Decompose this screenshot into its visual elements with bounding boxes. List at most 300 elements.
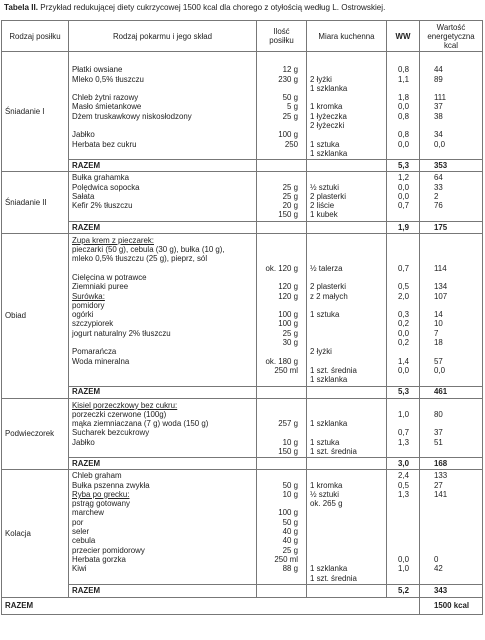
ww-line: 0,7 — [398, 201, 409, 211]
ww-line: 1,1 — [398, 74, 409, 84]
kcal-line: 7 — [434, 328, 439, 338]
kcal-line — [434, 84, 479, 93]
measure-line: ½ sztuki — [310, 489, 339, 499]
dish-line: Herbata bez cukru — [72, 139, 137, 149]
kcal-line — [434, 273, 479, 282]
dish-cell — [69, 470, 257, 585]
qty-line: 10 g — [282, 489, 298, 499]
qty-line — [260, 84, 298, 93]
subtotal-qty — [257, 458, 307, 470]
kcal-line: 111 — [434, 93, 446, 103]
measure-line — [310, 357, 383, 366]
measure-line — [310, 319, 383, 328]
kcal-line: 33 — [434, 182, 443, 192]
ww-line: 0,0 — [398, 182, 409, 192]
ww-line: 0,3 — [398, 310, 409, 320]
dish-line: Mleko 0,5% tłuszczu — [72, 74, 144, 84]
measure-line: 1 szklanka — [310, 564, 348, 574]
kcal-cell — [420, 172, 483, 221]
qty-line — [260, 236, 298, 245]
ww-line: 1,0 — [398, 409, 409, 419]
kcal-line — [434, 56, 479, 65]
ww-line — [390, 508, 409, 517]
measure-line — [310, 527, 383, 536]
qty-line: 250 — [284, 139, 298, 149]
ww-line — [390, 536, 409, 545]
measure-line: 1 szklanka — [310, 419, 348, 429]
kcal-line: 0 — [434, 554, 439, 564]
qty-line: 250 ml — [274, 365, 298, 375]
dish-line: Ziemniaki puree — [72, 282, 129, 292]
measure-line: 2 łyżeczki — [310, 121, 345, 131]
dish-line: Herbata gorzka — [72, 554, 126, 564]
qty-line: 100 g — [278, 310, 298, 320]
qty-line: 25 g — [282, 191, 298, 201]
ww-line — [390, 301, 409, 310]
qty-line — [260, 254, 298, 263]
qty-line: 100 g — [278, 319, 298, 329]
measure-line: ok. 265 g — [310, 499, 343, 509]
qty-line: ok. 180 g — [265, 356, 298, 366]
qty-line: 12 g — [282, 65, 298, 75]
measure-line: 1 szt. średnia — [310, 365, 357, 375]
measure-line — [310, 254, 383, 263]
kcal-line — [434, 301, 479, 310]
measure-line — [310, 546, 383, 555]
qty-line — [260, 428, 298, 437]
ww-line: 1,4 — [398, 356, 409, 366]
kcal-line: 89 — [434, 74, 443, 84]
ww-line — [390, 84, 409, 93]
ww-line: 0,0 — [398, 191, 409, 201]
measure-line — [310, 301, 383, 310]
measure-line: 1 sztuka — [310, 139, 340, 149]
measure-line: 2 liście — [310, 201, 335, 211]
qty-line: 257 g — [278, 419, 298, 429]
measure-line: 1 kubek — [310, 210, 338, 220]
measure-line: 2 łyżki — [310, 74, 332, 84]
ww-cell — [387, 172, 420, 221]
qty-line: 25 g — [282, 545, 298, 555]
meal-name: Śniadanie I — [2, 52, 69, 172]
measure-line: 1 sztuka — [310, 310, 340, 320]
header-kcal: Wartość energetyczna kcal — [420, 21, 483, 52]
dish-line: jogurt naturalny 2% tłuszczu — [72, 328, 171, 338]
kcal-line: 134 — [434, 282, 448, 292]
grand-total-label: RAZEM — [2, 597, 420, 614]
kcal-line — [434, 508, 479, 517]
measure-line: z 2 małych — [310, 291, 348, 301]
qty-line: ok. 120 g — [265, 263, 298, 273]
measure-line: 1 szklanka — [310, 148, 348, 158]
subtotal-kcal: 175 — [420, 221, 483, 233]
kcal-line: 0,0 — [434, 139, 445, 149]
ww-line: 0,0 — [398, 102, 409, 112]
ww-line — [390, 273, 409, 282]
measure-cell — [307, 172, 387, 221]
qty-line: 40 g — [282, 536, 298, 546]
subtotal-qty — [257, 221, 307, 233]
dish-line: Masło śmietankowe — [72, 102, 142, 112]
qty-line: 50 g — [282, 93, 298, 103]
measure-cell — [307, 470, 387, 585]
qty-cell — [257, 398, 307, 458]
qty-line: 20 g — [282, 201, 298, 211]
measure-line — [310, 329, 383, 338]
measure-line — [310, 245, 383, 254]
measure-line — [310, 536, 383, 545]
ww-line: 1,8 — [398, 93, 409, 103]
measure-line: 1 szt. średnia — [310, 446, 357, 456]
kcal-line: 76 — [434, 201, 443, 211]
dish-line: Chleb graham — [72, 471, 122, 481]
ww-line — [390, 245, 409, 254]
measure-cell — [307, 233, 387, 386]
measure-line — [310, 428, 383, 437]
qty-line — [260, 273, 298, 282]
ww-line: 0,5 — [398, 282, 409, 292]
dish-line: przecier pomidorowy — [72, 545, 145, 555]
dish-cell — [69, 172, 257, 221]
kcal-line: 2 — [434, 191, 439, 201]
measure-line — [310, 93, 383, 102]
dish-cell — [69, 52, 257, 160]
qty-line: 230 g — [278, 74, 298, 84]
meal-name: Podwieczorek — [2, 398, 69, 470]
subtotal-ww: 3,0 — [387, 458, 420, 470]
kcal-line: 14 — [434, 310, 443, 320]
ww-line — [390, 527, 409, 536]
header-row — [2, 21, 483, 52]
ww-line — [390, 347, 409, 356]
kcal-line: 44 — [434, 65, 443, 75]
qty-line: 10 g — [282, 437, 298, 447]
ww-line: 0,8 — [398, 111, 409, 121]
kcal-line: 141 — [434, 489, 448, 499]
dish-line — [72, 264, 253, 273]
ww-line: 2,4 — [398, 471, 409, 481]
measure-line — [310, 173, 383, 182]
qty-cell — [257, 52, 307, 160]
measure-line — [310, 65, 383, 74]
meal-row — [2, 52, 483, 160]
qty-line — [260, 121, 298, 130]
qty-line: 88 g — [282, 564, 298, 574]
kcal-line: 133 — [434, 471, 448, 481]
measure-line: 1 szt. średnia — [310, 573, 357, 583]
measure-line: 1 szklanka — [310, 375, 348, 385]
measure-line — [310, 273, 383, 282]
measure-line: 1 sztuka — [310, 437, 340, 447]
dish-line: Cielęcina w potrawce — [72, 272, 147, 282]
qty-line — [260, 410, 298, 419]
grand-total-row — [2, 597, 483, 614]
kcal-line: 80 — [434, 409, 443, 419]
ww-line — [390, 546, 409, 555]
ww-line: 1,2 — [398, 173, 409, 183]
ww-cell — [387, 233, 420, 386]
measure-cell — [307, 52, 387, 160]
dish-line: pstrąg gotowany — [72, 499, 130, 509]
ww-line: 0,5 — [398, 480, 409, 490]
dish-line: Sucharek bezcukrowy — [72, 428, 150, 438]
subtotal-row — [2, 458, 483, 470]
dish-line — [72, 56, 253, 65]
kcal-line: 0,0 — [434, 365, 445, 375]
subtotal-measure — [307, 160, 387, 172]
ww-line — [390, 419, 409, 428]
header-meal: Rodzaj posiłku — [2, 21, 69, 52]
kcal-cell — [420, 470, 483, 585]
subtotal-kcal: 461 — [420, 386, 483, 398]
kcal-line: 10 — [434, 319, 443, 329]
dish-line — [72, 84, 253, 93]
ww-line: 0,8 — [398, 130, 409, 140]
kcal-line — [434, 401, 479, 410]
subtotal-ww: 5,2 — [387, 584, 420, 597]
qty-line — [260, 347, 298, 356]
measure-line — [310, 471, 383, 480]
subtotal-ww: 1,9 — [387, 221, 420, 233]
subtotal-ww: 5,3 — [387, 160, 420, 172]
ww-line: 0,7 — [398, 428, 409, 438]
kcal-line: 107 — [434, 291, 448, 301]
dish-line: marchew — [72, 508, 105, 518]
ww-line: 0,0 — [398, 328, 409, 338]
dish-cell — [69, 233, 257, 386]
meal-name: Kolacja — [2, 470, 69, 598]
kcal-line: 114 — [434, 263, 447, 273]
ww-line: 0,8 — [398, 65, 409, 75]
kcal-line — [434, 121, 479, 130]
qty-line: 25 g — [282, 328, 298, 338]
dish-line: Surówka: — [72, 291, 105, 301]
dish-line: mąka ziemniaczana (7 g) woda (150 g) — [72, 419, 209, 429]
header-measure: Miara kuchenna — [307, 21, 387, 52]
qty-line — [260, 173, 298, 182]
measure-line: 1 kromka — [310, 102, 343, 112]
header-ww: WW — [387, 21, 420, 52]
dish-line: Kefir 2% tłuszczu — [72, 201, 133, 211]
qty-line: 40 g — [282, 527, 298, 537]
measure-line — [310, 555, 383, 564]
dish-line: pomidory — [72, 300, 105, 310]
qty-line: 120 g — [278, 291, 298, 301]
measure-line: 1 kromka — [310, 480, 343, 490]
meal-row — [2, 470, 483, 585]
kcal-line: 51 — [434, 437, 443, 447]
qty-line: 50 g — [282, 480, 298, 490]
dish-line: Płatki owsiane — [72, 65, 123, 75]
subtotal-kcal: 343 — [420, 584, 483, 597]
qty-line — [260, 245, 298, 254]
kcal-line — [434, 536, 479, 545]
dish-line: por — [72, 517, 84, 527]
subtotal-kcal: 168 — [420, 458, 483, 470]
subtotal-measure — [307, 221, 387, 233]
qty-line — [260, 401, 298, 410]
subtotal-label: RAZEM — [69, 160, 257, 172]
dish-line: mleko 0,5% tłuszczu (25 g), pieprz, sól — [72, 254, 208, 264]
kcal-line — [434, 254, 479, 263]
subtotal-measure — [307, 584, 387, 597]
kcal-line: 37 — [434, 428, 443, 438]
measure-line: 2 plasterki — [310, 282, 346, 292]
dish-line: Jabłko — [72, 437, 95, 447]
kcal-line — [434, 236, 479, 245]
ww-line: 0,0 — [398, 139, 409, 149]
measure-line: 2 łyżki — [310, 347, 332, 357]
subtotal-qty — [257, 160, 307, 172]
caption-text: Przykład redukującej diety cukrzycowej 1500 kcal dla chorego z otyłością według L. Ostrowskiej. — [40, 3, 386, 12]
header-dish: Rodzaj pokarmu i jego skład — [69, 21, 257, 52]
dish-line — [72, 338, 253, 347]
kcal-line: 57 — [434, 356, 443, 366]
kcal-line — [434, 245, 479, 254]
qty-line: 100 g — [278, 130, 298, 140]
ww-line — [390, 236, 409, 245]
kcal-line: 18 — [434, 338, 443, 348]
subtotal-label: RAZEM — [69, 584, 257, 597]
qty-cell — [257, 470, 307, 585]
subtotal-qty — [257, 584, 307, 597]
ww-line — [390, 56, 409, 65]
kcal-cell — [420, 52, 483, 160]
dish-line: Kisiel porzeczkowy bez cukru: — [72, 400, 178, 410]
ww-line: 0,2 — [398, 338, 409, 348]
measure-line — [310, 508, 383, 517]
measure-line — [310, 518, 383, 527]
measure-line — [310, 410, 383, 419]
ww-cell — [387, 398, 420, 458]
measure-line: 1 szklanka — [310, 83, 348, 93]
meal-row — [2, 172, 483, 221]
dish-line: Pomarańcza — [72, 347, 117, 357]
kcal-line — [434, 419, 479, 428]
kcal-line: 37 — [434, 102, 443, 112]
measure-line: ½ sztuki — [310, 182, 339, 192]
dish-cell — [69, 398, 257, 458]
qty-line: 120 g — [278, 282, 298, 292]
subtotal-measure — [307, 458, 387, 470]
meal-row — [2, 233, 483, 386]
subtotal-qty — [257, 386, 307, 398]
ww-line: 1,3 — [398, 489, 409, 499]
measure-line — [310, 401, 383, 410]
kcal-line — [434, 518, 479, 527]
caption-label: Tabela II. — [4, 3, 39, 12]
subtotal-row — [2, 584, 483, 597]
dish-line: seler — [72, 527, 90, 537]
qty-line: 25 g — [282, 111, 298, 121]
grand-total-kcal: 1500 kcal — [420, 597, 483, 614]
qty-line: 30 g — [282, 338, 298, 348]
kcal-line: 27 — [434, 480, 443, 490]
dish-line: ogórki — [72, 310, 94, 320]
ww-line: 0,0 — [398, 554, 409, 564]
measure-line: 1 łyżeczka — [310, 111, 347, 121]
measure-line — [310, 130, 383, 139]
subtotal-label: RAZEM — [69, 386, 257, 398]
qty-cell — [257, 172, 307, 221]
qty-line: 100 g — [278, 508, 298, 518]
qty-line: 150 g — [278, 446, 298, 456]
qty-line: 25 g — [282, 182, 298, 192]
dish-line: pieczarki (50 g), cebula (30 g), bułka (10 g), — [72, 245, 225, 255]
kcal-line: 34 — [434, 130, 443, 140]
subtotal-ww: 5,3 — [387, 386, 420, 398]
dish-line: Kiwi — [72, 564, 87, 574]
ww-line — [390, 254, 409, 263]
measure-line — [310, 236, 383, 245]
subtotal-kcal: 353 — [420, 160, 483, 172]
dish-line: Bułka grahamka — [72, 173, 130, 183]
kcal-line: 64 — [434, 173, 443, 183]
qty-line: 250 ml — [274, 554, 298, 564]
dish-line — [72, 121, 253, 130]
table-body — [2, 52, 483, 615]
ww-line: 0,0 — [398, 365, 409, 375]
table-caption — [4, 3, 482, 12]
diet-table — [1, 20, 483, 615]
measure-line — [310, 338, 383, 347]
subtotal-row — [2, 221, 483, 233]
dish-line: Woda mineralna — [72, 356, 130, 366]
subtotal-row — [2, 160, 483, 172]
measure-line — [310, 56, 383, 65]
dish-line: szczypiorek — [72, 319, 114, 329]
dish-line: Zupa krem z pieczarek: — [72, 235, 155, 245]
qty-cell — [257, 233, 307, 386]
subtotal-label: RAZEM — [69, 221, 257, 233]
measure-line: 2 plasterki — [310, 191, 346, 201]
header-qty: Ilość posiłku — [257, 21, 307, 52]
dish-line: Ryba po grecku: — [72, 489, 130, 499]
subtotal-measure — [307, 386, 387, 398]
meal-row — [2, 398, 483, 458]
ww-line: 1,3 — [398, 437, 409, 447]
qty-line: 50 g — [282, 517, 298, 527]
qty-line: 5 g — [287, 102, 298, 112]
qty-line: 150 g — [278, 210, 298, 220]
qty-line — [260, 56, 298, 65]
ww-line — [390, 401, 409, 410]
dish-line: Sałata — [72, 191, 95, 201]
dish-line: Dżem truskawkowy niskosłodzony — [72, 111, 192, 121]
kcal-cell — [420, 398, 483, 458]
subtotal-row — [2, 386, 483, 398]
ww-line: 1,0 — [398, 564, 409, 574]
kcal-line — [434, 527, 479, 536]
qty-line — [260, 471, 298, 480]
dish-line: Bułka pszenna zwykła — [72, 480, 150, 490]
qty-line — [260, 301, 298, 310]
qty-line — [260, 499, 298, 508]
kcal-line: 38 — [434, 111, 443, 121]
ww-cell — [387, 470, 420, 585]
meal-name: Obiad — [2, 233, 69, 398]
kcal-line: 42 — [434, 564, 443, 574]
dish-line: cebula — [72, 536, 96, 546]
ww-line — [390, 518, 409, 527]
kcal-line — [434, 347, 479, 356]
ww-line — [390, 121, 409, 130]
kcal-line — [434, 499, 479, 508]
dish-line: porzeczki czerwone (100g) — [72, 409, 167, 419]
meal-name: Śniadanie II — [2, 172, 69, 233]
subtotal-label: RAZEM — [69, 458, 257, 470]
measure-line: ½ talerza — [310, 263, 343, 273]
